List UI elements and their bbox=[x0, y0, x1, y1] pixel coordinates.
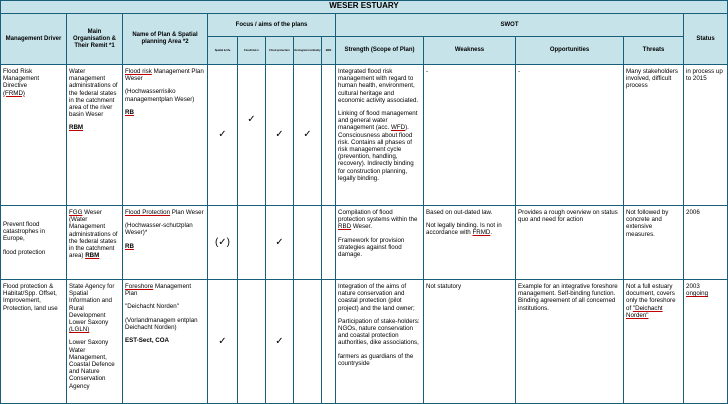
header-weakness: Weakness bbox=[424, 37, 516, 65]
row3-plan: Foreshore Management Plan "Deichacht Norden" (Vorlandmanagem entplan Deichacht Norden) EST-Sect, COA bbox=[123, 280, 208, 404]
row2-plan: Flood Protection Plan Weser (Hochwasser-schutzplan Weser)* RB bbox=[123, 206, 208, 280]
table-row bbox=[1, 206, 728, 280]
check-icon: (✓) bbox=[208, 206, 238, 280]
row3-weakness: Not statutory bbox=[424, 280, 516, 404]
row3-focus-ben bbox=[322, 280, 336, 404]
table-title: WESER ESTUARY bbox=[1, 1, 728, 14]
check-icon: ✓ bbox=[208, 65, 238, 206]
row1-focus-ben bbox=[322, 65, 336, 206]
table-row bbox=[1, 280, 728, 404]
check-icon: ✓ bbox=[208, 280, 238, 404]
header-focus-col-5: BEN bbox=[322, 37, 336, 65]
row2-weakness: Based on out-dated law. Not legally binding. Is not in accordance with FRMD. bbox=[424, 206, 516, 280]
row2-opportunities: Provides a rough overview on status quo and need for action bbox=[516, 206, 624, 280]
check-icon: ✓ bbox=[266, 280, 294, 404]
header-focus-col-4: Ecological continuity bbox=[294, 37, 322, 65]
row1-plan: Flood risk Management Plan Weser (Hochwasserrisiko managementplan Weser) RB bbox=[123, 65, 208, 206]
row3-driver: Flood protection & Habitat/Spp. Offset, Improvement, Protection, land use bbox=[1, 280, 67, 404]
header-focus-col-3: Flood protection bbox=[266, 37, 294, 65]
header-main-organisation: Main Organisation & Their Remit *1 bbox=[67, 14, 123, 65]
header-strength: Strength (Scope of Plan) bbox=[336, 37, 424, 65]
row1-threats: Many stakeholders involved, difficult process bbox=[624, 65, 684, 206]
row3-focus-ecological bbox=[294, 280, 322, 404]
header-management-driver: Management Driver bbox=[1, 14, 67, 65]
row3-threats: Not a full estuary document, covers only the foreshore of "Deichacht Norden" bbox=[624, 280, 684, 404]
check-icon: ✓ bbox=[266, 65, 294, 206]
row2-focus-flood-risk bbox=[238, 206, 266, 280]
row1-organisation: Water management administrations of the federal states in the catchment area of the river basin Weser RBM bbox=[67, 65, 123, 206]
check-icon: ✓ bbox=[266, 206, 294, 280]
header-focus-col-1: Spatial & life bbox=[208, 37, 238, 65]
check-icon: ✓ bbox=[294, 65, 322, 206]
row3-organisation: State Agency for Spatial Information and Rural Development Lower Saxony (LGLN) Lower Saxony Water Management, Coastal Defence and Nature Conservation Agency bbox=[67, 280, 123, 404]
header-focus-col-2: Flood/risk n bbox=[238, 37, 266, 65]
row2-strength: Compilation of flood protection systems within the RBD Weser. Framework for provision strategies against flood damage. bbox=[336, 206, 424, 280]
row2-driver: Prevent flood catastrophes in Europe, flood protection bbox=[1, 206, 67, 280]
check-icon: ✓ bbox=[238, 65, 266, 206]
row1-strength: Integrated flood risk management with regard to human health, environment, cultural heritage and economic activity associated. Linking of flood management and general water management (acc. WFD). Consciousness about flood risk. Contains all phases of risk management cycle (prevention, handling, recovery). Indirectly binding for construction planning, legally binding. bbox=[336, 65, 424, 206]
header-threats: Threats bbox=[624, 37, 684, 65]
row1-status: in process up to 2015 bbox=[684, 65, 728, 206]
row1-driver: Flood Risk Management Directive (FRMD) bbox=[1, 65, 67, 206]
row1-weakness: - bbox=[424, 65, 516, 206]
row2-organisation: FGG Weser (Water Management administrations of the federal states in the catchment area) RBM bbox=[67, 206, 123, 280]
row2-focus-ben bbox=[322, 206, 336, 280]
header-plan-name: Name of Plan & Spatial planning Area *2 bbox=[123, 14, 208, 65]
row3-opportunities: Example for an integrative foreshore management. Self-binding function. Binding agreement of all concerned institutions. bbox=[516, 280, 624, 404]
table-row bbox=[1, 65, 728, 206]
header-swot: SWOT bbox=[336, 14, 684, 37]
row3-status: 2003 ongoing bbox=[684, 280, 728, 404]
row1-opportunities: - bbox=[516, 65, 624, 206]
row3-focus-flood-risk bbox=[238, 280, 266, 404]
row2-status: 2006 bbox=[684, 206, 728, 280]
header-opportunities: Opportunities bbox=[516, 37, 624, 65]
row2-focus-ecological bbox=[294, 206, 322, 280]
row3-strength: Integration of the aims of nature conservation and coastal protection (pilot project) and the land owner; Participation of stake-holders: NGOs, nature conservation and coastal protection authorities, dike associations, farmers as guardians of the countryside bbox=[336, 280, 424, 404]
header-status: Status bbox=[684, 14, 728, 65]
row2-threats: Not followed by concrete and extensive measures. bbox=[624, 206, 684, 280]
header-focus: Focus / aims of the plans bbox=[208, 14, 336, 37]
